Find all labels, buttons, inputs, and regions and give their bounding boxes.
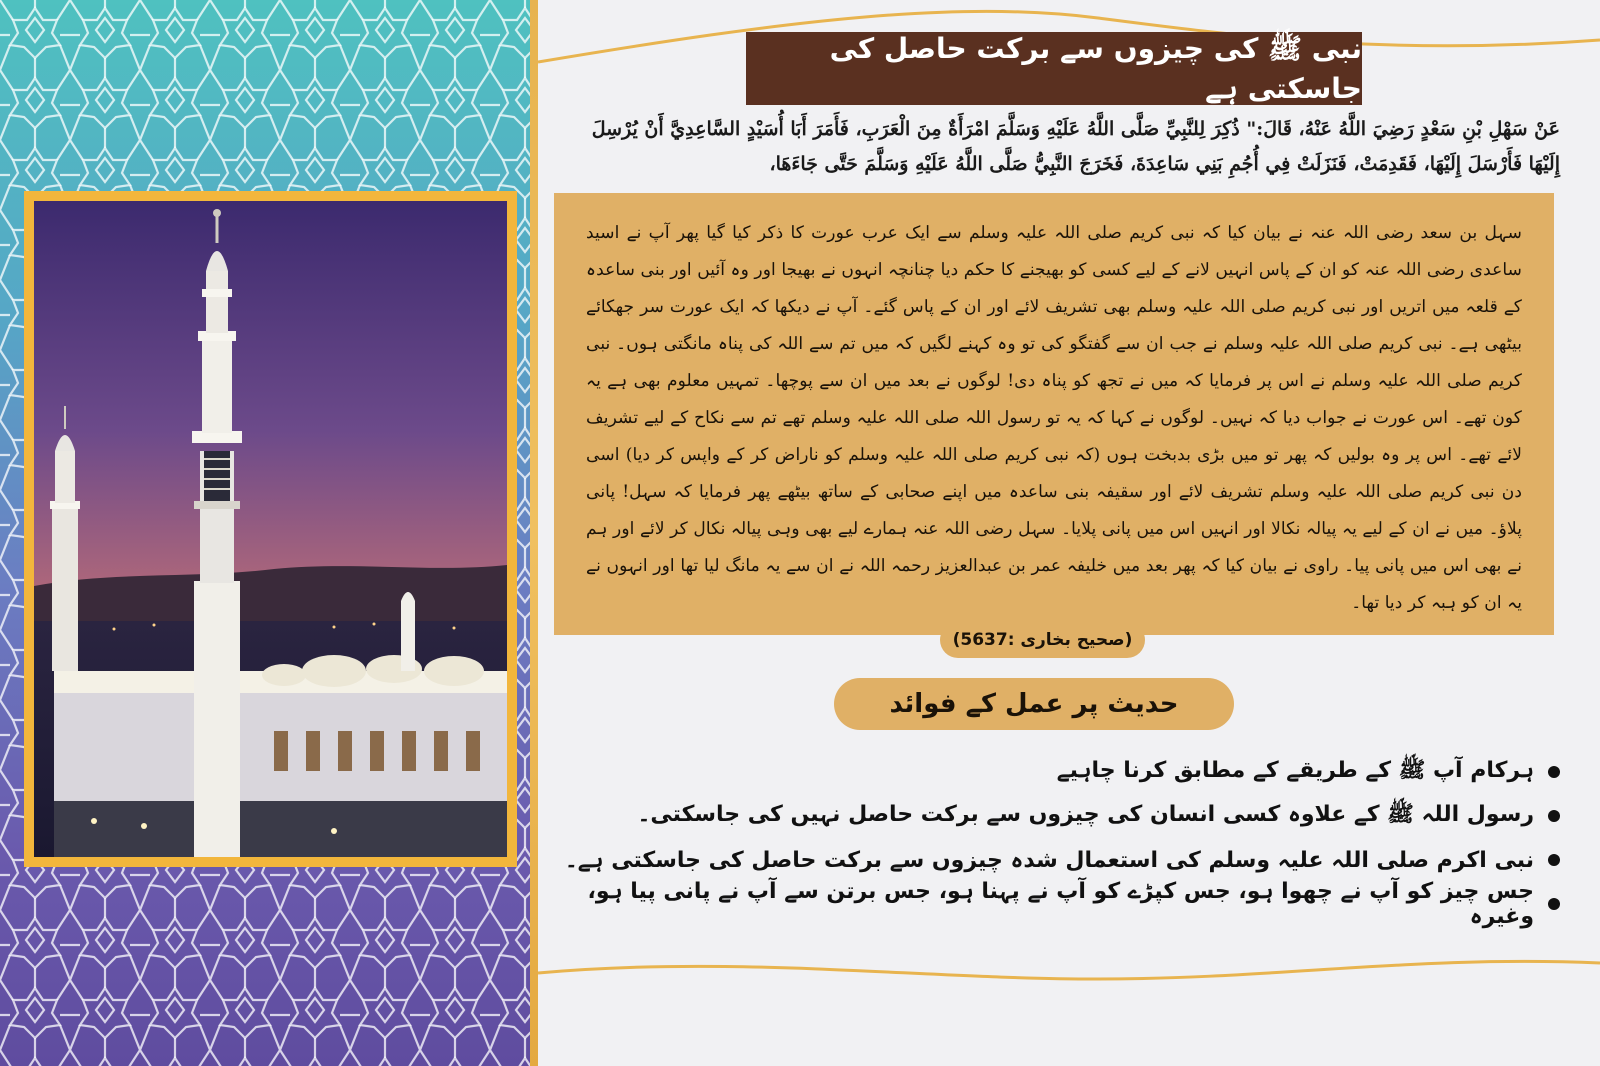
benefits-list xyxy=(560,750,1560,929)
bottom-decorative-curve xyxy=(538,945,1600,1005)
urdu-translation-text: سہل بن سعد رضی اللہ عنہ نے بیان کیا کہ نبی کریم صلی اللہ علیہ وسلم سے ایک عرب عورت کا ذکر کیا گیا پھر آپ نے اسید ساعدی رضی اللہ عنہ کو ان کے پاس انہیں لانے کے لیے کسی کو بھیجنے کا حکم دیا چنانچہ انہوں نے بھیجا اور وہ آئیں اور بنی ساعدہ کے قلعہ میں اتریں اور نبی کریم صلی اللہ علیہ وسلم بھی تشریف لائے اور ان کے پاس گئے۔ آپ نے دیکھا کہ ایک عورت سر جھکائے بیٹھی ہے۔ نبی کریم صلی اللہ علیہ وسلم نے جب ان سے گفتگو کی تو وہ کہنے لگیں کہ میں تم سے اللہ کی پناہ مانگتی ہوں۔ نبی کریم صلی اللہ علیہ وسلم نے اس پر فرمایا کہ میں نے تجھ کو پناہ دی! لوگوں نے بعد میں ان سے پوچھا۔ تمہیں معلوم بھی ہے یہ کون تھے۔ اس عورت نے جواب دیا کہ نہیں۔ لوگوں نے کہا کہ یہ تو رسول اللہ صلی اللہ علیہ وسلم تھے تم سے نکاح کے لیے تشریف لائے تھے۔ اس پر وہ بولیں کہ پھر تو میں بڑی بدبخت ہوں (کہ نبی کریم صلی اللہ علیہ وسلم کو ناراض کر کے واپس کر دیا) اسی دن نبی کریم صلی اللہ علیہ وسلم تشریف لائے اور سقیفہ بنی ساعدہ میں اپنے صحابی کے ساتھ بیٹھے پھر فرمایا کہ سہل! پانی پلاؤ۔ میں نے ان کے لیے یہ پیالہ نکالا اور انہیں اس میں پانی پلایا۔ سہل رضی اللہ عنہ ہمارے لیے بھی وہی پیالہ نکال کر لائے اور ہم نے بھی اس میں پانی پیا۔ راوی نے بیان کیا کہ پھر بعد میں خلیفہ عمر بن عبدالعزیز رحمہ اللہ نے ان سے یہ مانگ لیا تھا اور انہوں نے یہ ان کو ہبہ کر دیا تھا۔ xyxy=(586,223,1522,613)
hadith-reference-badge: (صحیح بخاری :5637) xyxy=(940,622,1145,658)
left-decorative-panel xyxy=(0,0,530,1066)
benefits-heading: حدیث پر عمل کے فوائد xyxy=(834,678,1234,730)
arabic-hadith-text: عَنْ سَهْلِ بْنِ سَعْدٍ رَضِيَ اللَّهُ عَنْهُ، قَالَ:" ذُكِرَ لِلنَّبِيِّ صَلَّى اللَّهُ عَلَيْهِ وَسَلَّمَ امْرَأَةٌ مِنَ الْعَرَبِ، فَأَمَرَ أَبَا أُسَيْدٍ السَّاعِدِيَّ أَنْ يُرْسِلَ إِلَيْهَا فَأَرْسَلَ إِلَيْهَا، فَقَدِمَتْ، فَنَزَلَتْ فِي أُجُمِ بَنِي سَاعِدَةَ، فَخَرَجَ النَّبِيُّ صَلَّى اللَّهُ عَلَيْهِ وَسَلَّمَ حَتَّى جَاءَهَا، xyxy=(591,118,1560,175)
bullet-icon xyxy=(1548,810,1560,822)
benefit-text: ہرکام آپ ﷺ کے طریقے کے مطابق کرنا چاہیے xyxy=(1056,758,1534,783)
translation-panel xyxy=(554,193,1554,635)
mosque-photo xyxy=(34,201,507,857)
benefit-text: نبی اکرم صلی اللہ علیہ وسلم کی استعمال شدہ چیزوں سے برکت حاصل کی جاسکتی ہے۔ xyxy=(564,847,1534,873)
bullet-icon xyxy=(1548,898,1560,910)
list-item xyxy=(560,838,1560,882)
list-item xyxy=(560,879,1560,929)
left-panel-gold-stripe xyxy=(530,0,538,1066)
list-item xyxy=(560,794,1560,838)
list-item xyxy=(560,750,1560,794)
benefit-text: رسول اللہ ﷺ کے علاوہ کسی انسان کی چیزوں سے برکت حاصل نہیں کی جاسکتی۔ xyxy=(637,802,1534,827)
mosque-photo-frame xyxy=(24,191,517,867)
bullet-icon xyxy=(1548,766,1560,778)
bullet-icon xyxy=(1548,854,1560,866)
page-title: نبی ﷺ کی چیزوں سے برکت حاصل کی جاسکتی ہے xyxy=(746,32,1362,105)
benefit-text: جس چیز کو آپ نے چھوا ہو، جس کپڑے کو آپ نے پہنا ہو، جس برتن سے آپ نے پانی پیا ہو، وغیرہ xyxy=(587,879,1534,929)
